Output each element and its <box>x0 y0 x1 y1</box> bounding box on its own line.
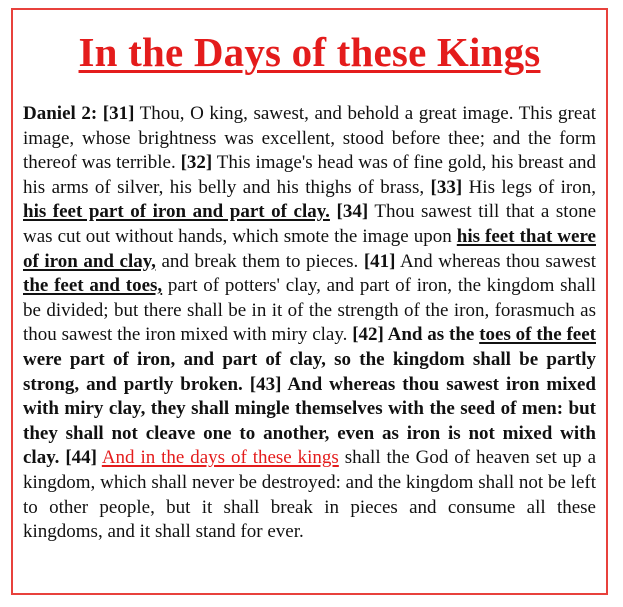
passage-segment: [41] <box>363 250 396 272</box>
passage-segments <box>23 103 596 542</box>
passage-segment: Thou sawest till that a stone was cut out without hands, which smote the image upon <box>23 201 597 247</box>
passage-segment: and break them to pieces. <box>155 250 364 272</box>
passage-segment: His legs of iron, <box>462 176 597 198</box>
passage-segment: [31] <box>102 103 135 124</box>
passage-segment: shall the God of heaven set up a kingdom, which shall never be destroyed: and the kingdom shall not be left to other people, but it shall break in pieces and consume all these kingdoms, and it shall stand for ever. <box>23 447 596 543</box>
book-reference: Daniel 2: <box>23 103 98 124</box>
passage-segment: Thou, O king, sawest, and behold a great image. This great image, whose brightness was excellent, stood before thee; and the form thereof was terrible. <box>23 103 597 174</box>
passage-segment: And whereas thou sawest <box>395 250 596 272</box>
passage-segment: [34] <box>336 201 369 223</box>
page-frame <box>11 8 608 595</box>
passage-segment: part of potters' clay, and part of iron, the kingdom shall be divided; but there shall be in it of the strength of the iron, forasmuch as thou sawest the iron mixed with miry clay. <box>23 275 596 346</box>
passage-segment: were part of iron, and part of clay, so the kingdom shall be partly strong, and partly broken. [43] And whereas thou sawest iron mixed with miry clay, they shall mingle themselves with the seed of men: but they shall not cleave one to another, even as iron is not mixed with clay. [44] <box>23 348 596 469</box>
scripture-passage <box>23 102 596 545</box>
passage-segment: the feet and toes, <box>23 275 163 297</box>
passage-segment: his feet that were of iron and clay, <box>23 225 596 272</box>
passage-segment: [32] <box>180 152 213 174</box>
passage-segment: toes of the feet <box>479 324 596 346</box>
passage-segment: And in the days of these kings <box>101 447 339 469</box>
passage-segment: [42] And as the <box>352 324 480 346</box>
passage-segment: [33] <box>430 176 463 198</box>
passage-segment: This image's head was of fine gold, his breast and his arms of silver, his belly and his thighs of brass, <box>23 152 596 198</box>
page-title: In the Days of these Kings <box>78 29 541 75</box>
passage-segment: his feet part of iron and part of clay. <box>23 201 330 223</box>
